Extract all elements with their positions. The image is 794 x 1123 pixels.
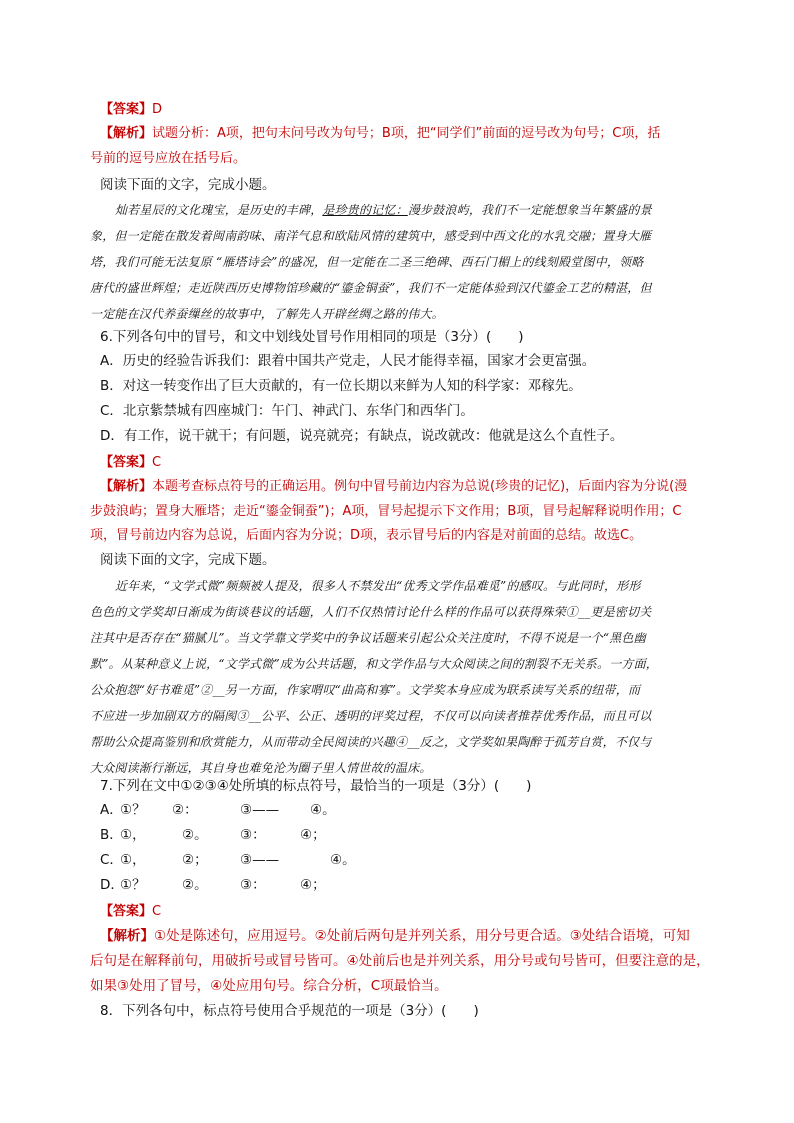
q6-answer bbox=[100, 453, 161, 472]
q7-analysis-cont: 如果③处用了冒号，④处应用句号。综合分析，C项最恰当。 bbox=[90, 978, 448, 994]
passage2-line: 公众抱怨“好书难觅”②__另一方面，作家喟叹“曲高和寡”。文学奖本身应成为联系读写关系的纽带，而 bbox=[90, 683, 641, 697]
q6-option-a: A．历史的经验告诉我们：跟着中国共产党走，人民才能得幸福，国家才会更富强。 bbox=[100, 353, 596, 369]
passage2-line: 默”。从某种意义上说，“文学式微”成为公共话题，和文学作品与大众阅读之间的割裂不无关系。一方面， bbox=[90, 657, 659, 671]
analysis-tag: 【解析】 bbox=[100, 479, 153, 494]
option-choice-3: ③—— bbox=[240, 802, 280, 818]
answer-tag: 【答案】 bbox=[100, 455, 153, 470]
passage2-line: 近年来，“文学式微”频频被人提及，很多人不禁发出“优秀文学作品难觅”的感叹。与此同时，形形 bbox=[115, 579, 641, 593]
q7-stem: 7.下列在文中①②③④处所填的标点符号，最恰当的一项是（3分）( ) bbox=[100, 778, 532, 794]
option-choice-4: ④； bbox=[300, 827, 326, 843]
q7-answer bbox=[100, 902, 161, 921]
passage1-line: 唐代的盛世辉煌；走近陕西历史博物馆珍藏的“鎏金铜蚕”，我们不一定能体验到汉代鎏金工艺的精湛，但 bbox=[90, 281, 652, 295]
analysis-tag: 【解析】 bbox=[100, 928, 154, 944]
option-choice-1: ①， bbox=[120, 852, 146, 868]
answer-value: C bbox=[152, 455, 162, 470]
option-letter: C． bbox=[100, 852, 123, 868]
passage2-line: 帮助公众提高鉴别和欣赏能力，从而带动全民阅读的兴趣④__反之，文学奖如果陶醉于孤芳自赏，不仅与 bbox=[90, 735, 652, 749]
option-choice-3: ③—— bbox=[240, 852, 280, 868]
analysis-text: 本题考查标点符号的正确运用。例句中冒号前边内容为总说(珍贵的记忆)，后面内容为分说(漫 bbox=[152, 479, 688, 494]
option-letter: B． bbox=[100, 827, 123, 843]
option-choice-1: ①？ bbox=[120, 877, 146, 893]
option-choice-1: ①， bbox=[120, 827, 146, 843]
underlined-phrase: 是珍贵的记忆： bbox=[322, 203, 408, 217]
q6-stem: 6.下列各句中的冒号，和文中划线处冒号作用相同的项是（3分）( ) bbox=[100, 329, 524, 345]
passage1-line: 象，但一定能在散发着闽南韵味、南洋气息和欧陆风情的建筑中，感受到中西文化的水乳交融；置身大雁 bbox=[90, 229, 652, 243]
option-choice-2: ②。 bbox=[182, 877, 208, 893]
option-choice-3: ③： bbox=[240, 877, 266, 893]
option-letter: D． bbox=[100, 877, 124, 893]
answer-value: C bbox=[152, 904, 162, 919]
q5-analysis bbox=[100, 124, 660, 143]
option-choice-2: ②： bbox=[172, 802, 198, 818]
q6-option-b: B．对这一转变作出了巨大贡献的，有一位长期以来鲜为人知的科学家：邓稼先。 bbox=[100, 378, 582, 394]
analysis-text: 试题分析：A项，把句末问号改为句号；B项，把“同学们”前面的逗号改为句号；C项，括 bbox=[152, 126, 661, 141]
q6-analysis-cont: 步鼓浪屿；置身大雁塔；走近“鎏金铜蚕”)；A项，冒号起提示下文作用；B项，冒号起解释说明作用；C bbox=[90, 504, 682, 519]
option-choice-2: ②。 bbox=[182, 827, 208, 843]
q6-option-d: D．有工作，说干就干；有问题，说亮就亮；有缺点，说改就改：他就是这么个直性子。 bbox=[100, 428, 624, 444]
option-letter: A． bbox=[100, 802, 123, 818]
option-choice-2: ②； bbox=[182, 852, 208, 868]
analysis-tag: 【解析】 bbox=[100, 126, 153, 141]
option-choice-1: ①？ bbox=[120, 802, 146, 818]
option-choice-3: ③： bbox=[240, 827, 266, 843]
q6-analysis bbox=[100, 477, 687, 496]
analysis-text: ①处是陈述句，应用逗号。②处前后两句是并列关系，用分号更合适。③处结合语境，可知 bbox=[154, 928, 690, 944]
q6-option-c: C．北京紫禁城有四座城门：午门、神武门、东华门和西华门。 bbox=[100, 403, 474, 419]
option-choice-4: ④； bbox=[300, 877, 326, 893]
q5-analysis-cont: 号前的逗号应放在括号后。 bbox=[90, 151, 247, 166]
passage1-text: 灿若星辰的文化瑰宝，是历史的丰碑， bbox=[115, 203, 323, 217]
option-choice-4: ④。 bbox=[310, 802, 336, 818]
q6-analysis-cont: 项，冒号前边内容为总说，后面内容为分说；D项，表示冒号后的内容是对前面的总结。故选C。 bbox=[90, 528, 643, 543]
q8-stem: 8．下列各句中，标点符号使用合乎规范的一项是（3分）( ) bbox=[100, 1003, 479, 1019]
q7-analysis-cont: 后句是在解释前句，用破折号或冒号皆可。④处前后也是并列关系，用分号或句号皆可，但要注意的是， bbox=[90, 953, 710, 969]
answer-value: D bbox=[152, 102, 163, 117]
answer-tag: 【答案】 bbox=[100, 904, 153, 919]
reading-instruction-2: 阅读下面的文字，完成下题。 bbox=[100, 552, 276, 568]
passage1-line: 塔，我们可能无法复原 “雁塔诗会”的盛况，但一定能在二圣三绝碑、西石门楣上的线刻殿堂图中，领略 bbox=[90, 255, 644, 269]
passage2-line: 注其中是否存在“猫腻儿”。当文学靠文学奖中的争议话题来引起公众关注度时，不得不说是一个“黑色幽 bbox=[90, 631, 646, 645]
option-choice-4: ④。 bbox=[330, 852, 356, 868]
answer-tag: 【答案】 bbox=[100, 102, 153, 117]
passage1-line: 一定能在汉代养蚕缫丝的故事中，了解先人开辟丝绸之路的伟大。 bbox=[90, 307, 444, 321]
passage2-line: 不应进一步加剧双方的隔阂③__公平、公正、透明的评奖过程，不仅可以向读者推荐优秀作品，而且可以 bbox=[90, 709, 652, 723]
passage2-line: 色色的文学奖却日渐成为街谈巷议的话题，人们不仅热情讨论什么样的作品可以获得殊荣①__更是密切关 bbox=[90, 605, 652, 619]
q5-answer bbox=[100, 100, 162, 119]
passage2-line: 大众阅读渐行渐远，其自身也难免沦为圈子里人情世故的温床。 bbox=[90, 761, 432, 775]
passage1-line bbox=[115, 201, 652, 220]
passage1-text: 漫步鼓浪屿，我们不一定能想象当年繁盛的景 bbox=[407, 203, 652, 217]
q7-analysis bbox=[100, 927, 690, 946]
reading-instruction-1: 阅读下面的文字，完成小题。 bbox=[100, 177, 276, 193]
